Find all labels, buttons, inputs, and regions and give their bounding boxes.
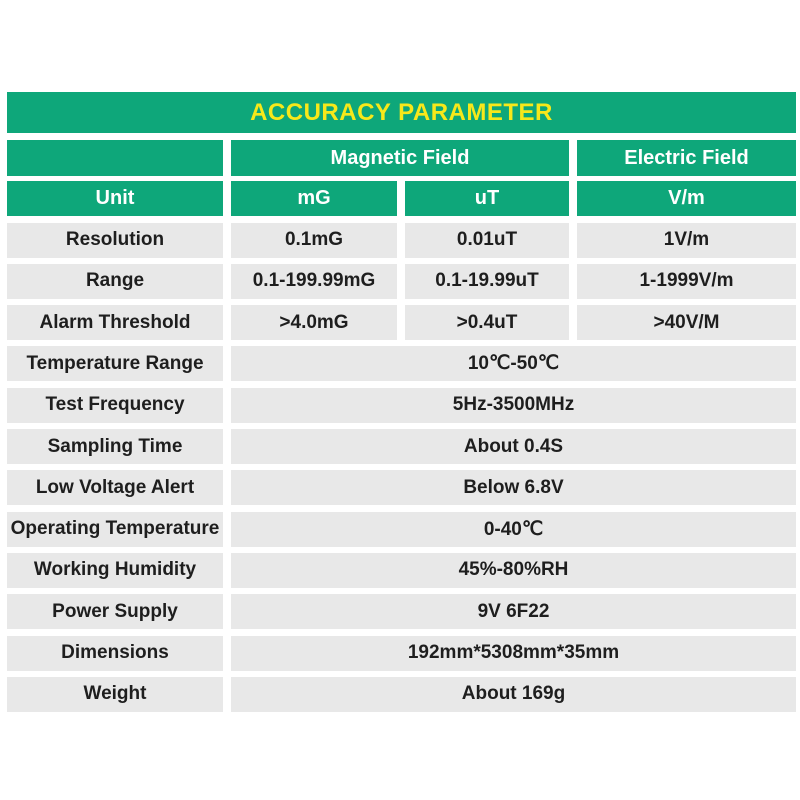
spec-label-operating-temperature: Operating Temperature [7, 512, 223, 547]
spec-label-working-humidity: Working Humidity [7, 553, 223, 588]
spec-label-weight: Weight [7, 677, 223, 712]
spec-value-alarm-vm: >40V/M [577, 305, 796, 340]
unit-ut-header: uT [405, 181, 569, 216]
spec-value-test-frequency: 5Hz-3500MHz [231, 388, 796, 423]
spec-label-low-voltage-alert: Low Voltage Alert [7, 470, 223, 505]
spec-value-weight: About 169g [231, 677, 796, 712]
spec-value-range-ut: 0.1-19.99uT [405, 264, 569, 299]
spec-value-working-humidity: 45%-80%RH [231, 553, 796, 588]
spec-value-low-voltage-alert: Below 6.8V [231, 470, 796, 505]
unit-header: Unit [7, 181, 223, 216]
unit-vm-header: V/m [577, 181, 796, 216]
electric-field-header: Electric Field [577, 140, 796, 176]
spec-value-temperature-range: 10℃-50℃ [231, 346, 796, 381]
spec-value-sampling-time: About 0.4S [231, 429, 796, 464]
spec-label-alarm-threshold: Alarm Threshold [7, 305, 223, 340]
spec-value-power-supply: 9V 6F22 [231, 594, 796, 629]
spec-value-range-mg: 0.1-199.99mG [231, 264, 397, 299]
spec-table [7, 140, 796, 712]
spec-label-dimensions: Dimensions [7, 636, 223, 671]
spec-label-temperature-range: Temperature Range [7, 346, 223, 381]
spec-value-dimensions: 192mm*5308mm*35mm [231, 636, 796, 671]
spec-value-operating-temperature: 0-40℃ [231, 512, 796, 547]
spec-label-power-supply: Power Supply [7, 594, 223, 629]
unit-mg-header: mG [231, 181, 397, 216]
spec-label-sampling-time: Sampling Time [7, 429, 223, 464]
spec-label-range: Range [7, 264, 223, 299]
spec-value-alarm-mg: >4.0mG [231, 305, 397, 340]
spec-label-test-frequency: Test Frequency [7, 388, 223, 423]
spec-value-alarm-ut: >0.4uT [405, 305, 569, 340]
spec-value-range-vm: 1-1999V/m [577, 264, 796, 299]
spec-value-resolution-vm: 1V/m [577, 223, 796, 258]
group-corner-cell [7, 140, 223, 176]
table-title: ACCURACY PARAMETER [7, 92, 796, 133]
spec-value-resolution-mg: 0.1mG [231, 223, 397, 258]
magnetic-field-header: Magnetic Field [231, 140, 569, 176]
spec-value-resolution-ut: 0.01uT [405, 223, 569, 258]
spec-label-resolution: Resolution [7, 223, 223, 258]
